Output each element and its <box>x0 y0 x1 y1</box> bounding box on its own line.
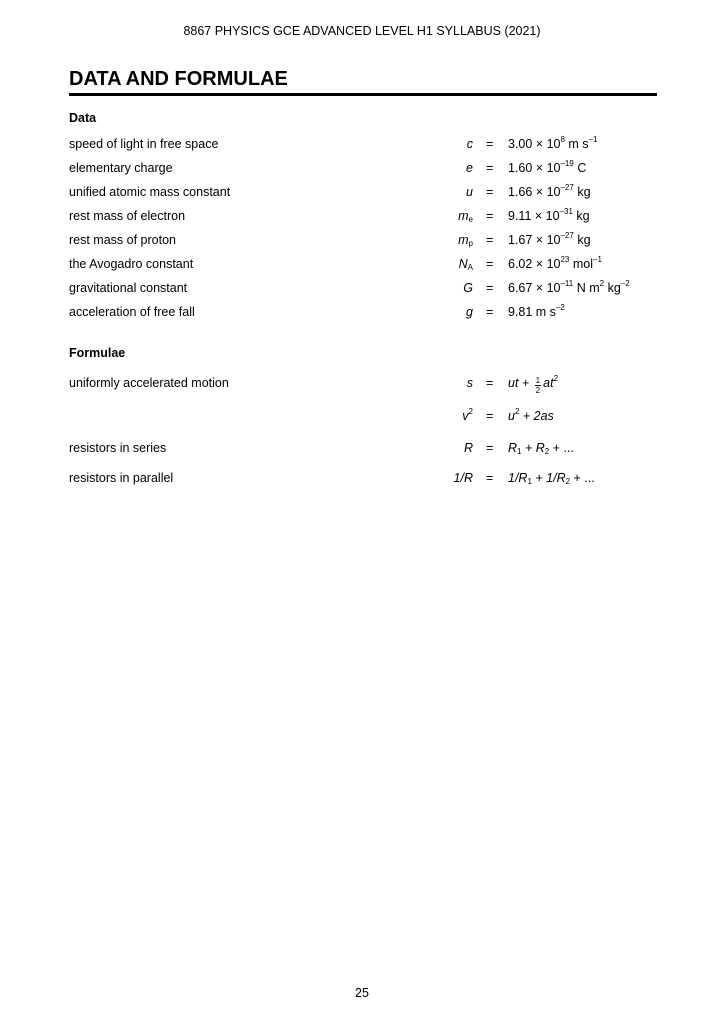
equals-sign: = <box>486 281 494 295</box>
row-value: $3.00 \times 10^8$ m $s^{-1}$ <box>508 135 598 151</box>
row-value: $1.66 \times 10^{-27}$ kg <box>508 183 591 199</box>
row-value: $6.02 \times 10^{23}$ mol$^{-1}$ <box>508 255 602 271</box>
row-value: $1.67 \times 10^{-27}$ kg <box>508 231 591 247</box>
row-value: 9.81 m $s^{-2}$ <box>508 303 565 319</box>
row-label: rest mass of proton <box>69 233 176 247</box>
row-formula: $R_1 + R_2$ + ... <box>508 441 574 456</box>
equals-sign: = <box>486 257 494 271</box>
equals-sign: = <box>486 471 494 485</box>
formulae-heading: Formulae <box>69 346 126 360</box>
equals-sign: = <box>486 185 494 199</box>
row-label: uniformly accelerated motion <box>69 376 229 390</box>
row-label: acceleration of free fall <box>69 305 195 319</box>
equals-sign: = <box>486 161 494 175</box>
fraction-half: $\frac{1}{2}$ <box>535 376 541 395</box>
row-formula: ut + $\frac{1}{2}$ $at^2$ <box>508 374 559 395</box>
row-value: $6.67 \times 10^{-11}$ N $m^2$ $kg^{-2}$ <box>508 279 630 295</box>
row-label: resistors in series <box>69 441 167 455</box>
row-label: speed of light in free space <box>69 137 219 151</box>
page-header: 8867 PHYSICS GCE ADVANCED LEVEL H1 SYLLABUS (2021) <box>183 24 541 38</box>
row-symbol: s <box>466 376 473 390</box>
row-label: the Avogadro constant <box>69 257 194 271</box>
equals-sign: = <box>486 376 494 390</box>
row-symbol: G <box>463 281 473 295</box>
row-symbol: c <box>466 137 473 151</box>
title-underline <box>69 93 657 96</box>
equals-sign: = <box>486 441 494 455</box>
row-formula: $u^2 + 2as$ <box>508 407 554 423</box>
row-label: elementary charge <box>69 161 173 175</box>
equals-sign: = <box>486 409 494 423</box>
row-value: $9.11 \times 10^{-31}$ kg <box>508 207 590 223</box>
equals-sign: = <box>486 305 494 319</box>
row-symbol: u <box>466 185 473 199</box>
row-symbol: $v^2$ <box>462 407 473 423</box>
row-symbol: $m_p$ <box>458 233 473 248</box>
page-number: 25 <box>355 986 369 1000</box>
row-label: unified atomic mass constant <box>69 185 231 199</box>
equals-sign: = <box>486 137 494 151</box>
row-symbol: R <box>463 441 473 455</box>
row-symbol: $N_A$ <box>458 257 473 272</box>
row-label: rest mass of electron <box>69 209 186 223</box>
row-formula: $1/R_1 + 1/R_2$ + ... <box>508 471 595 486</box>
row-symbol: $m_e$ <box>458 209 473 224</box>
data-heading: Data <box>69 111 97 125</box>
equals-sign: = <box>486 233 494 247</box>
row-value: $1.60 \times 10^{-19}$ C <box>508 159 587 175</box>
equals-sign: = <box>486 209 494 223</box>
row-label: gravitational constant <box>69 281 188 295</box>
page-title: DATA AND FORMULAE <box>69 68 288 90</box>
row-symbol: g <box>466 305 473 319</box>
row-symbol: 1/R <box>453 471 473 485</box>
row-symbol: e <box>466 161 473 175</box>
row-label: resistors in parallel <box>69 471 174 485</box>
